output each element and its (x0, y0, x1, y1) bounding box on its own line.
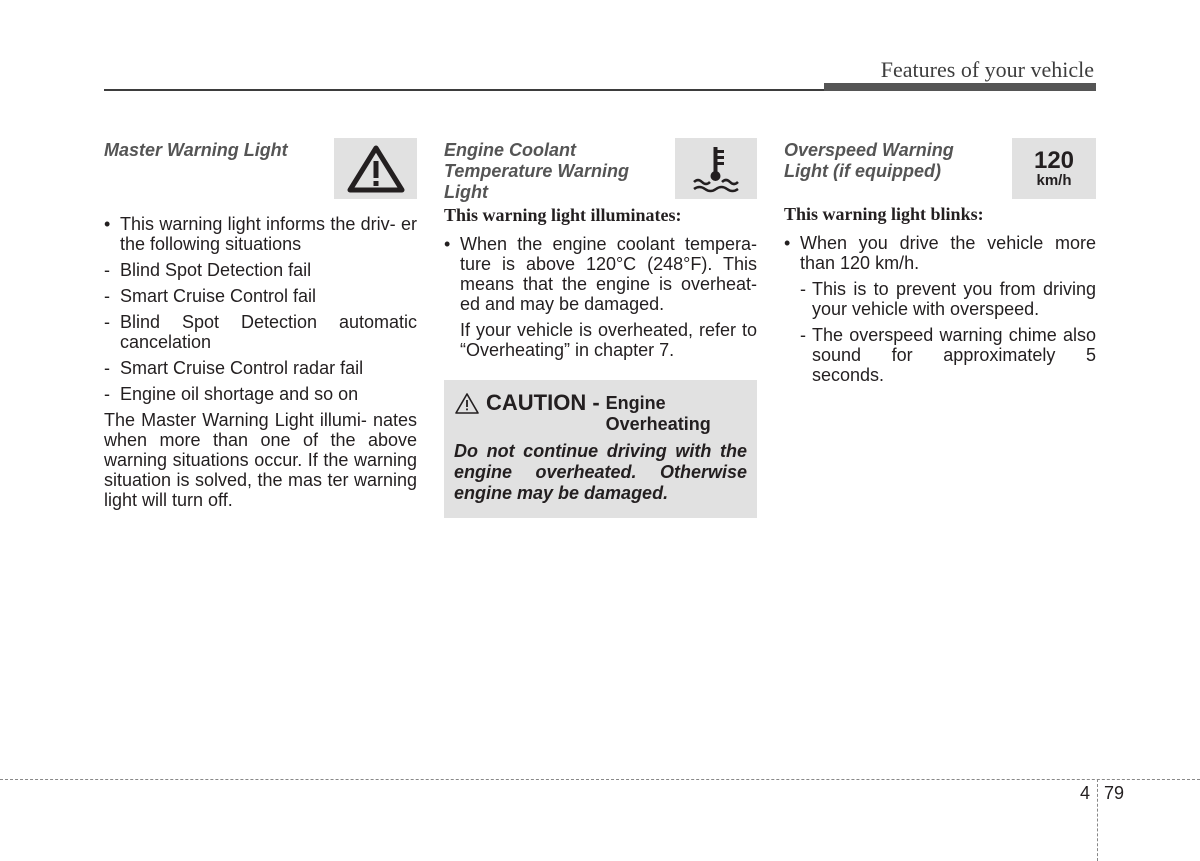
overspeed-icon-box (1012, 138, 1096, 199)
list-item (104, 312, 417, 352)
page-header-title: Features of your vehicle (880, 57, 1094, 82)
caution-triangle-icon (454, 392, 480, 416)
heading-line: Temperature Warning (444, 161, 630, 181)
list-item-text: Smart Cruise Control radar fail (120, 358, 364, 378)
list-item-text: Blind Spot Detection automatic cancelation (120, 312, 417, 352)
heading-line: Overspeed Warning (784, 140, 954, 160)
header-rule-thick (824, 83, 1096, 91)
list-item-text: This warning light informs the driv- er the following situations (120, 214, 417, 254)
speed-limit-number: 120 (1033, 147, 1075, 174)
overspeed-warning-section (784, 138, 1096, 391)
list-item-text: Smart Cruise Control fail (120, 286, 317, 306)
list-item-text: Blind Spot Detection fail (120, 260, 312, 280)
master-warning-heading: Master Warning Light (104, 140, 288, 160)
list-item (104, 214, 417, 254)
heading-line: Light (444, 182, 488, 202)
footer-rule (0, 779, 1200, 780)
page-number: 79 (1104, 783, 1125, 803)
list-item (104, 260, 417, 280)
dash-marker: - (104, 384, 110, 404)
overspeed-warning-heading (784, 140, 954, 182)
chapter-number: 4 (1080, 783, 1091, 803)
bullet-marker: • (104, 214, 111, 234)
coolant-warning-section (444, 138, 757, 518)
dash-marker: - (104, 312, 110, 332)
coolant-icon-box (675, 138, 757, 199)
list-item (784, 325, 1096, 385)
heading-line: Engine Coolant (444, 140, 576, 160)
list-item (784, 233, 1096, 273)
list-item-text: This is to prevent you from driving your vehicle with overspeed. (812, 279, 1096, 319)
caution-text: Do not continue driving with the engine overheated. Otherwise engine may be damaged. (454, 441, 747, 503)
list-item-text: When the engine coolant tempera- ture is above 120°C (248°F). This means that the engine is overheat- ed and may be damaged. (460, 234, 757, 314)
caution-box (444, 380, 757, 518)
list-item (104, 384, 417, 404)
header-rule-thin (104, 89, 824, 91)
dash-marker: - (800, 279, 806, 299)
bullet-marker: • (784, 233, 791, 253)
list-item (784, 279, 1096, 319)
list-item (104, 358, 417, 378)
list-item-text: The overspeed warning chime also sound for approximately 5 seconds. (812, 325, 1096, 385)
bullet-marker: • (444, 234, 451, 254)
heading-line: Light (if equipped) (784, 161, 941, 181)
overspeed-subheading: This warning light blinks: (784, 204, 984, 224)
list-item (444, 234, 757, 314)
caution-subject (606, 390, 711, 435)
coolant-subheading: This warning light illuminates: (444, 205, 682, 225)
master-warning-section (104, 138, 417, 510)
footer-divider (1097, 779, 1098, 861)
caution-label: CAUTION - (486, 390, 600, 415)
coolant-warning-heading (444, 140, 629, 203)
master-warning-paragraph: The Master Warning Light illumi- nates when more than one of the above warning situations occur. If the warning situation is solved, the mas ter warning light will turn off. (104, 410, 417, 510)
dash-marker: - (104, 286, 110, 306)
list-item-text: Engine oil shortage and so on (120, 384, 359, 404)
caution-title (454, 390, 747, 435)
master-warning-icon-box (334, 138, 417, 199)
dash-marker: - (800, 325, 806, 345)
warning-triangle-icon (347, 144, 405, 194)
caution-subject-line: Engine (605, 393, 666, 413)
coolant-note: If your vehicle is overheated, refer to “Overheating” in chapter 7. (460, 320, 757, 360)
dash-marker: - (104, 260, 110, 280)
coolant-temperature-icon (691, 144, 741, 194)
dash-marker: - (104, 358, 110, 378)
caution-subject-line: Overheating (605, 414, 711, 434)
list-item (104, 286, 417, 306)
list-item-text: When you drive the vehicle more than 120 km/h. (800, 233, 1096, 273)
speed-limit-unit: km/h (1036, 172, 1072, 189)
